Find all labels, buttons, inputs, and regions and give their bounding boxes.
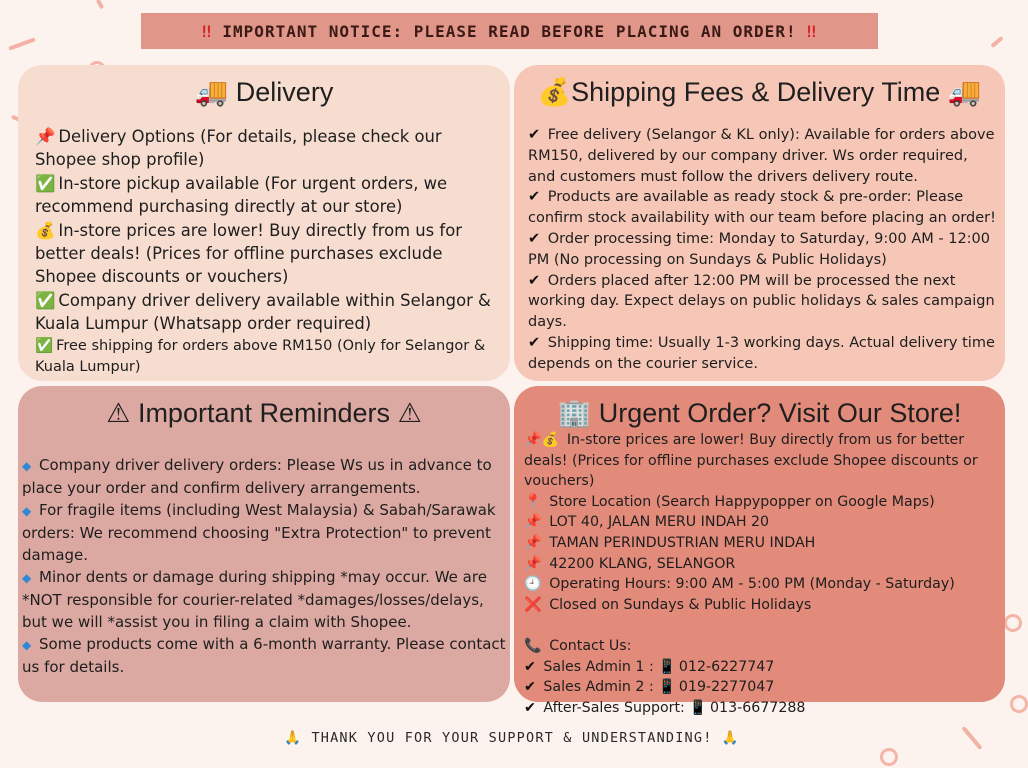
blue-diamond-icon: ◆ (22, 571, 32, 585)
truck-icon: 🚚 (947, 77, 982, 107)
reminders-panel (18, 386, 510, 702)
reminders-title-text: Important Reminders (137, 398, 391, 428)
list-item-text: For fragile items (including West Malaysia) & Sabah/Sarawak orders: We recommend choosing "Extra Protection" to prevent damage. (22, 501, 496, 564)
pushpin-icon: 📌 (35, 127, 56, 146)
check-mark-icon: ✔ (524, 658, 536, 675)
contact-row (524, 657, 999, 678)
list-item (35, 289, 495, 336)
shipping-list (528, 125, 998, 375)
mobile-phone-icon: 📱 (658, 658, 676, 675)
check-mark-icon: ✔ (528, 272, 541, 289)
list-item-text: Store Location (Search Happypopper on Google Maps) (549, 493, 935, 510)
list-item-text: Company driver delivery available within Selangor & Kuala Lumpur (Whatsapp order required) (35, 290, 491, 334)
telephone-icon: 📞 (524, 637, 542, 654)
reminders-title (18, 397, 510, 429)
blue-diamond-icon: ◆ (22, 504, 32, 518)
contact-role: After-Sales Support: (543, 699, 685, 716)
list-item-text: LOT 40, JALAN MERU INDAH 20 (549, 514, 770, 531)
list-item (22, 633, 508, 678)
list-item (528, 187, 998, 229)
shipping-title-text: Shipping Fees & Delivery Time (571, 77, 941, 107)
mobile-phone-icon: 📱 (658, 679, 676, 696)
list-item (524, 595, 999, 616)
list-item (528, 333, 998, 375)
delivery-title-text: Delivery (235, 77, 334, 107)
blue-diamond-icon: ◆ (22, 638, 32, 652)
list-item-text: Company driver delivery orders: Please Ws us in advance to place your order and confirm delivery arrangements. (22, 456, 492, 497)
list-item (35, 125, 495, 172)
list-item (524, 492, 999, 513)
truck-icon: 🚚 (194, 77, 229, 107)
confetti-decoration (1004, 614, 1022, 632)
list-item-text: Minor dents or damage during shipping *may occur. We are *NOT responsible for courier-related *damages/losses/delays, but we will *assist you in filing a claim with Shopee. (22, 568, 487, 631)
contact-heading (524, 636, 999, 657)
list-item-text: Products are available as ready stock & pre-order: Please confirm stock availability with our team before placing an order! (528, 189, 996, 227)
list-item (528, 271, 998, 333)
check-box-icon: ✅ (35, 337, 54, 354)
money-bag-icon: 💰 (35, 220, 56, 240)
list-item-text: Delivery Options (For details, please check our Shopee shop profile) (35, 127, 442, 170)
check-box-icon: ✅ (35, 290, 56, 310)
footer-text: THANK YOU FOR YOUR SUPPORT & UNDERSTANDING! (311, 730, 713, 746)
pushpin-icon: 📌 (524, 555, 542, 572)
list-item-text: Closed on Sundays & Public Holidays (549, 596, 812, 613)
list-item (528, 229, 998, 271)
confetti-decoration (880, 748, 898, 766)
cross-mark-icon: ❌ (524, 596, 542, 613)
contact-row (524, 698, 999, 719)
pushpin-icon: 📌 (524, 514, 542, 531)
reminders-list (22, 454, 508, 678)
phone-number[interactable]: 012-6227747 (678, 658, 775, 675)
contact-role: Sales Admin 2 : (543, 679, 654, 696)
list-item (524, 430, 999, 492)
check-mark-icon: ✔ (528, 189, 541, 206)
phone-number[interactable]: 019-2277047 (678, 679, 775, 696)
list-spacer (524, 615, 999, 636)
shipping-panel (514, 65, 1005, 381)
list-item (35, 336, 495, 378)
list-item-text: In-store prices are lower! Buy directly from us for better deals! (Prices for offline purchases exclude Shopee discounts or vouchers) (35, 220, 462, 287)
list-item (22, 454, 508, 499)
list-item (35, 172, 495, 219)
thank-you-footer (0, 730, 1024, 746)
confetti-decoration (990, 36, 1003, 48)
phone-number[interactable]: 013-6677288 (710, 699, 806, 716)
location-pin-icon: 📍 (524, 493, 542, 510)
check-mark-icon: ✔ (524, 699, 536, 716)
double-exclamation-icon: ‼ (201, 21, 213, 41)
double-exclamation-icon: ‼ (806, 21, 818, 41)
list-item (35, 219, 495, 289)
list-item-text: TAMAN PERINDUSTRIAN MERU INDAH (549, 534, 816, 551)
delivery-list (18, 65, 495, 378)
mobile-phone-icon: 📱 (689, 699, 708, 716)
list-item-text: Operating Hours: 9:00 AM - 5:00 PM (Monday - Saturday) (549, 576, 955, 593)
list-item-text: Some products come with a 6-month warranty. Please contact us for details. (22, 635, 506, 676)
store-title (514, 397, 1005, 429)
warning-icon: ⚠ (106, 398, 131, 428)
list-item-text: Orders placed after 12:00 PM will be processed the next working day. Expect delays on public holidays & sales campaign days. (528, 272, 995, 331)
pushpin-money-icon: 📌💰 (524, 432, 560, 448)
confetti-decoration (8, 37, 36, 50)
blue-diamond-icon: ◆ (22, 459, 32, 473)
folded-hands-icon: 🙏 (721, 730, 740, 746)
list-item (524, 512, 999, 533)
list-item-text: 42200 KLANG, SELANGOR (549, 555, 736, 572)
list-item-text: Shipping time: Usually 1-3 working days. Actual delivery time depends on the courier service. (528, 334, 995, 372)
contact-role: Sales Admin 1 : (543, 658, 654, 675)
confetti-decoration (96, 0, 104, 9)
check-mark-icon: ✔ (524, 679, 536, 696)
office-building-icon: 🏢 (557, 398, 592, 428)
check-mark-icon: ✔ (528, 230, 541, 247)
list-item (22, 566, 508, 633)
list-item (22, 499, 508, 566)
list-item (524, 574, 999, 595)
list-item-text: Free shipping for orders above RM150 (Only for Selangor & Kuala Lumpur) (35, 337, 486, 375)
list-item-text: In-store prices are lower! Buy directly from us for better deals! (Prices for offline purchases exclude Shopee discounts or vouchers) (524, 432, 978, 490)
list-item (524, 533, 999, 554)
clock-icon: 🕘 (524, 576, 542, 593)
banner-text: IMPORTANT NOTICE: PLEASE READ BEFORE PLACING AN ORDER! (222, 21, 797, 41)
money-bag-icon: 💰 (537, 77, 572, 107)
shipping-title (514, 76, 1005, 108)
list-item (524, 554, 999, 575)
check-mark-icon: ✔ (528, 127, 541, 143)
list-item-text: Free delivery (Selangor & KL only): Available for orders above RM150, delivered by our company driver. Ws order required, and customers must follow the drivers delivery route. (528, 127, 995, 185)
list-item-text: Order processing time: Monday to Saturday, 9:00 AM - 12:00 PM (No processing on Sundays & Public Holidays) (528, 230, 991, 268)
confetti-decoration (1010, 695, 1028, 713)
pushpin-icon: 📌 (524, 534, 542, 551)
list-item (528, 125, 998, 187)
store-panel (514, 386, 1005, 716)
contact-row (524, 677, 999, 698)
folded-hands-icon: 🙏 (284, 730, 303, 746)
warning-icon: ⚠ (397, 398, 422, 428)
delivery-panel (18, 65, 510, 381)
store-title-text: Urgent Order? Visit Our Store! (598, 398, 962, 428)
check-box-icon: ✅ (35, 173, 56, 193)
list-item-text: In-store pickup available (For urgent orders, we recommend purchasing directly at our store) (35, 173, 448, 217)
store-list (524, 430, 999, 718)
important-notice-banner (141, 13, 878, 49)
check-mark-icon: ✔ (528, 334, 541, 351)
contact-label: Contact Us: (549, 637, 632, 654)
